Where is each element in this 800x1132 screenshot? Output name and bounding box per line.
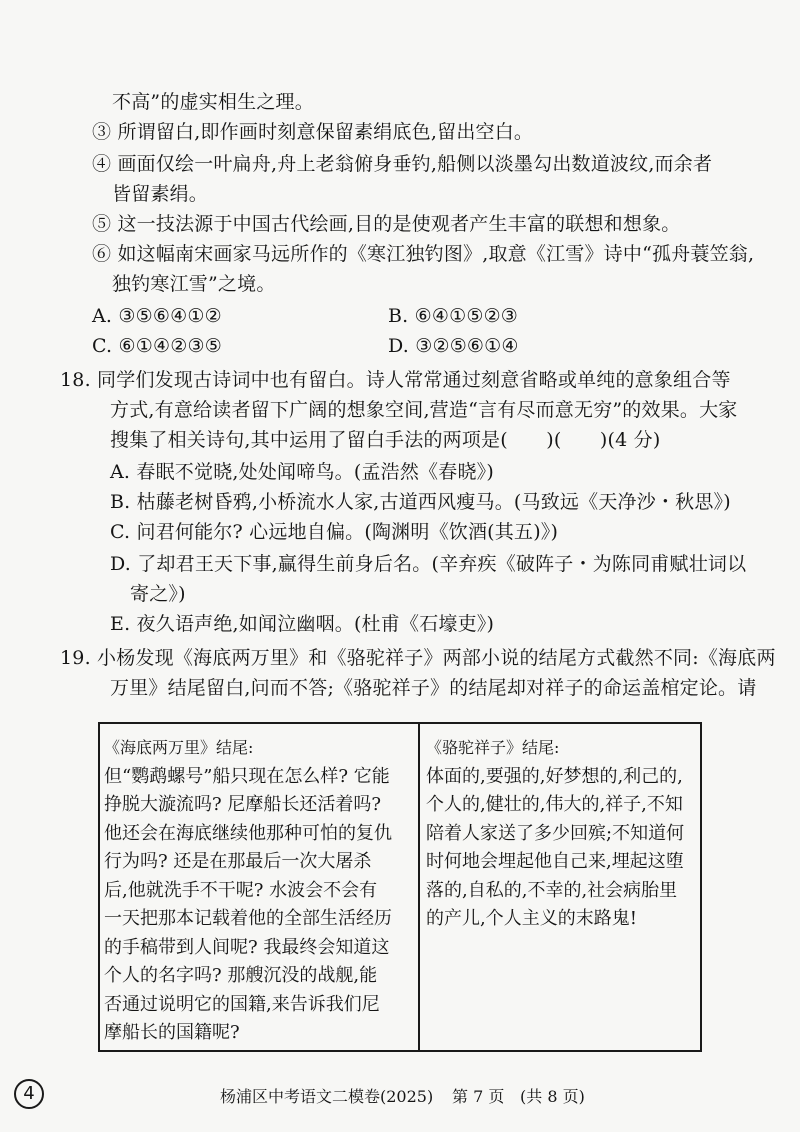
table-left-cell [104, 734, 414, 1048]
footer-title: 杨浦区中考语文二模卷(2025) [220, 1087, 434, 1106]
q18-option-d: D. 了却君王天下事,赢得生前身后名。(辛弃疾《破阵子・为陈同甫赋壮词以 [110, 553, 747, 575]
right-line: 落的,自私的,不幸的,社会病胎里 [426, 879, 678, 901]
left-line: 后,他就洗手不干呢? 水波会不会有 [104, 879, 378, 901]
table-right-cell [426, 734, 696, 934]
left-line: 摩船长的国籍呢? [104, 1022, 240, 1043]
footer-page: 第 7 页 [452, 1087, 505, 1106]
q17-sentence-4-cont: 皆留素绢。 [112, 183, 209, 205]
q17-continuation: 不高”的虚实相生之理。 [112, 91, 314, 113]
q17-option-c: C. ⑥①④②③⑤ [92, 335, 222, 357]
left-line: 行为吗? 还是在那最后一次大屠杀 [104, 851, 372, 872]
q17-sentence-3: ③ 所谓留白,即作画时刻意保留素绢底色,留出空白。 [92, 121, 534, 143]
q18-stem-line-3: 搜集了相关诗句,其中运用了留白手法的两项是( )( )(4 分) [110, 429, 661, 451]
left-line: 否通过说明它的国籍,来告诉我们尼 [104, 993, 380, 1015]
q17-option-d: D. ③②⑤⑥①④ [388, 335, 519, 357]
table-divider [418, 722, 420, 1052]
right-cell-heading: 《骆驼祥子》结尾: [426, 738, 560, 757]
left-cell-heading: 《海底两万里》结尾: [104, 738, 254, 757]
q18-stem-line-2: 方式,有意给读者留下广阔的想象空间,营造“言有尽而意无穷”的效果。大家 [110, 399, 738, 421]
q17-option-a: A. ③⑤⑥④①② [92, 305, 222, 327]
left-line: 的手稿带到人间呢? 我最终会知道这 [104, 936, 390, 958]
q17-sentence-6: ⑥ 如这幅南宋画家马远所作的《寒江独钓图》,取意《江雪》诗中“孤舟蓑笠翁, [92, 243, 755, 265]
right-line: 时何地会埋起他自己来,埋起这堕 [426, 851, 684, 872]
q17-sentence-6-cont: 独钓寒江雪”之境。 [112, 273, 276, 295]
right-line: 体面的,要强的,好梦想的,利己的, [426, 765, 683, 787]
q18-option-e: E. 夜久语声绝,如闻泣幽咽。(杜甫《石壕吏》) [110, 613, 495, 635]
left-line: 一天把那本记载着他的全部生活经历 [104, 908, 392, 929]
left-line: 挣脱大漩流吗? 尼摩船长还活着吗? [104, 794, 382, 815]
q18-stem-line-1: 18. 同学们发现古诗词中也有留白。诗人常常通过刻意省略或单纯的意象组合等 [60, 369, 731, 391]
q19-stem-line-1: 19. 小杨发现《海底两万里》和《骆驼祥子》两部小说的结尾方式截然不同:《海底两 [60, 647, 776, 669]
left-line: 他还会在海底继续他那种可怕的复仇 [104, 822, 392, 844]
footer-total: (共 8 页) [520, 1087, 585, 1106]
q18-option-b: B. 枯藤老树昏鸦,小桥流水人家,古道西风瘦马。(马致远《天净沙・秋思》) [110, 491, 731, 513]
left-line: 但“鹦鹉螺号”船只现在怎么样? 它能 [104, 765, 390, 787]
q19-stem-line-2: 万里》结尾留白,问而不答;《骆驼祥子》的结尾却对祥子的命运盖棺定论。请 [110, 677, 757, 699]
page-number-circle: 4 [14, 1079, 44, 1109]
q18-option-a: A. 春眠不觉晓,处处闻啼鸟。(孟浩然《春晓》) [110, 461, 494, 483]
right-line: 陪着人家送了多少回殡;不知道何 [426, 822, 685, 844]
right-line: 个人的,健壮的,伟大的,祥子,不知 [426, 794, 683, 815]
right-line: 的产儿,个人主义的末路鬼! [426, 908, 637, 929]
q17-sentence-5: ⑤ 这一技法源于中国古代绘画,目的是使观者产生丰富的联想和想象。 [92, 213, 681, 235]
q18-option-d-cont: 寄之》) [130, 583, 186, 605]
q18-option-c: C. 问君何能尔? 心远地自偏。(陶渊明《饮酒(其五)》) [110, 521, 559, 543]
q17-option-b: B. ⑥④①⑤②③ [388, 305, 519, 327]
q17-sentence-4: ④ 画面仅绘一叶扁舟,舟上老翁俯身垂钓,船侧以淡墨勾出数道波纹,而余者 [92, 153, 713, 175]
left-line: 个人的名字吗? 那艘沉没的战舰,能 [104, 965, 378, 986]
